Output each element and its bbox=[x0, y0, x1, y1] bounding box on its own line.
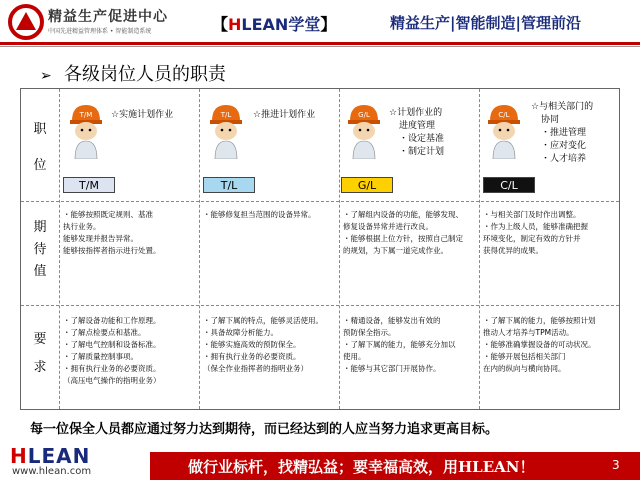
section-title: ➢ 各级岗位人员的职责 bbox=[40, 64, 226, 85]
page-number: 3 bbox=[612, 458, 620, 472]
center-logo-icon bbox=[8, 4, 44, 40]
role-duty-gl: ☆计划作业的 进度管理 ・设定基准 ・制定计划 bbox=[389, 108, 445, 157]
expect-cell-gl: ・了解组内设备的功能，能够发现、 修复设备异常并进行改良。 ・能够根据上位方针，按照自己制定 的规划，为下属一道完成作业。 bbox=[343, 210, 463, 255]
header-divider bbox=[0, 42, 640, 45]
bottom-slogan: 做行业标杆，找精弘益；要幸福高效，用HLEAN！ bbox=[188, 458, 535, 476]
worker-cl-avatar-icon bbox=[487, 103, 521, 159]
worker-gl-avatar-icon bbox=[347, 103, 381, 159]
row-label-requirement: 要 求 bbox=[33, 332, 47, 375]
role-box-tm: T/M bbox=[63, 177, 115, 193]
brand-name: 精益生产促进中心 bbox=[48, 9, 168, 25]
worker-tl-avatar-icon bbox=[209, 103, 243, 159]
header-slogan: 精益生产|智能制造|管理前沿 bbox=[390, 14, 581, 32]
require-cell-gl: ・精通设备，能够发出有效的 预防保全指示。 ・了解下属的能力，能够充分加以 使用。 ・能够与其它部门开展协作。 bbox=[343, 316, 456, 373]
role-box-tl: T/L bbox=[203, 177, 255, 193]
brand-subtitle: 中国先进精益管理体系 • 智能制造系统 bbox=[48, 28, 152, 35]
require-cell-cl: ・了解下属的能力，能够按照计划 推动人才培养与TPM活动。 ・能够准确掌握设备的可动状况。 ・能够开展包括相关部门 在内的纵向与横向协同。 bbox=[483, 316, 596, 373]
svg-text:T/L: T/L bbox=[220, 111, 232, 119]
expect-cell-tl: ・能够修复担当范围的设备异常。 bbox=[203, 210, 316, 219]
require-cell-tm: ・了解设备功能和工作原理。 ・了解点检要点和基准。 ・了解电气控制和设备标准。 ・了解质量控制事项。 ・拥有执行业务的必要资质。 （高压电气操作的指明业务） bbox=[63, 316, 161, 385]
row-label-expectation: 期 待 值 bbox=[33, 220, 47, 279]
responsibility-table bbox=[20, 88, 620, 410]
role-duty-tl: ☆推进计划作业 bbox=[253, 110, 316, 120]
arrow-bullet-icon: ➢ bbox=[40, 68, 52, 84]
role-box-cl: C/L bbox=[483, 177, 535, 193]
role-duty-cl: ☆与相关部门的 协同 ・推进管理 ・应对变化 ・人才培养 bbox=[531, 102, 594, 164]
role-box-gl: G/L bbox=[341, 177, 393, 193]
hlean-url-link[interactable]: www.hlean.com bbox=[12, 466, 92, 477]
svg-text:G/L: G/L bbox=[358, 111, 370, 119]
expect-cell-cl: ・与相关部门及时作出调整。 ・作为上级人员，能够准确把握 环境变化，制定有效的方针并 获得优异的成果。 bbox=[483, 210, 588, 255]
worker-tm-avatar-icon bbox=[69, 103, 103, 159]
svg-text:C/L: C/L bbox=[498, 111, 510, 119]
require-cell-tl: ・了解下属的特点，能够灵活使用。 ・具备故障分析能力。 ・能够实施高效的预防保全。 ・拥有执行业务的必要资质。 （保全作业指挥者的指明业务） bbox=[203, 316, 323, 373]
hlean-academy-tag: 【HLEAN学堂】 bbox=[212, 15, 337, 34]
header-divider-thin bbox=[0, 46, 640, 47]
footer-note: 每一位保全人员都应通过努力达到期待，而已经达到的人应当努力追求更高目标。 bbox=[30, 422, 499, 437]
expect-cell-tm: ・能够按照既定规则、基准 执行业务。 能够发现并报告异常。 能够按指挥者指示进行处置。 bbox=[63, 210, 161, 255]
row-label-position: 职 位 bbox=[33, 122, 47, 173]
role-duty-tm: ☆实施计划作业 bbox=[111, 110, 174, 120]
svg-text:T/M: T/M bbox=[79, 111, 93, 119]
hlean-logo: HLEAN bbox=[10, 444, 91, 468]
